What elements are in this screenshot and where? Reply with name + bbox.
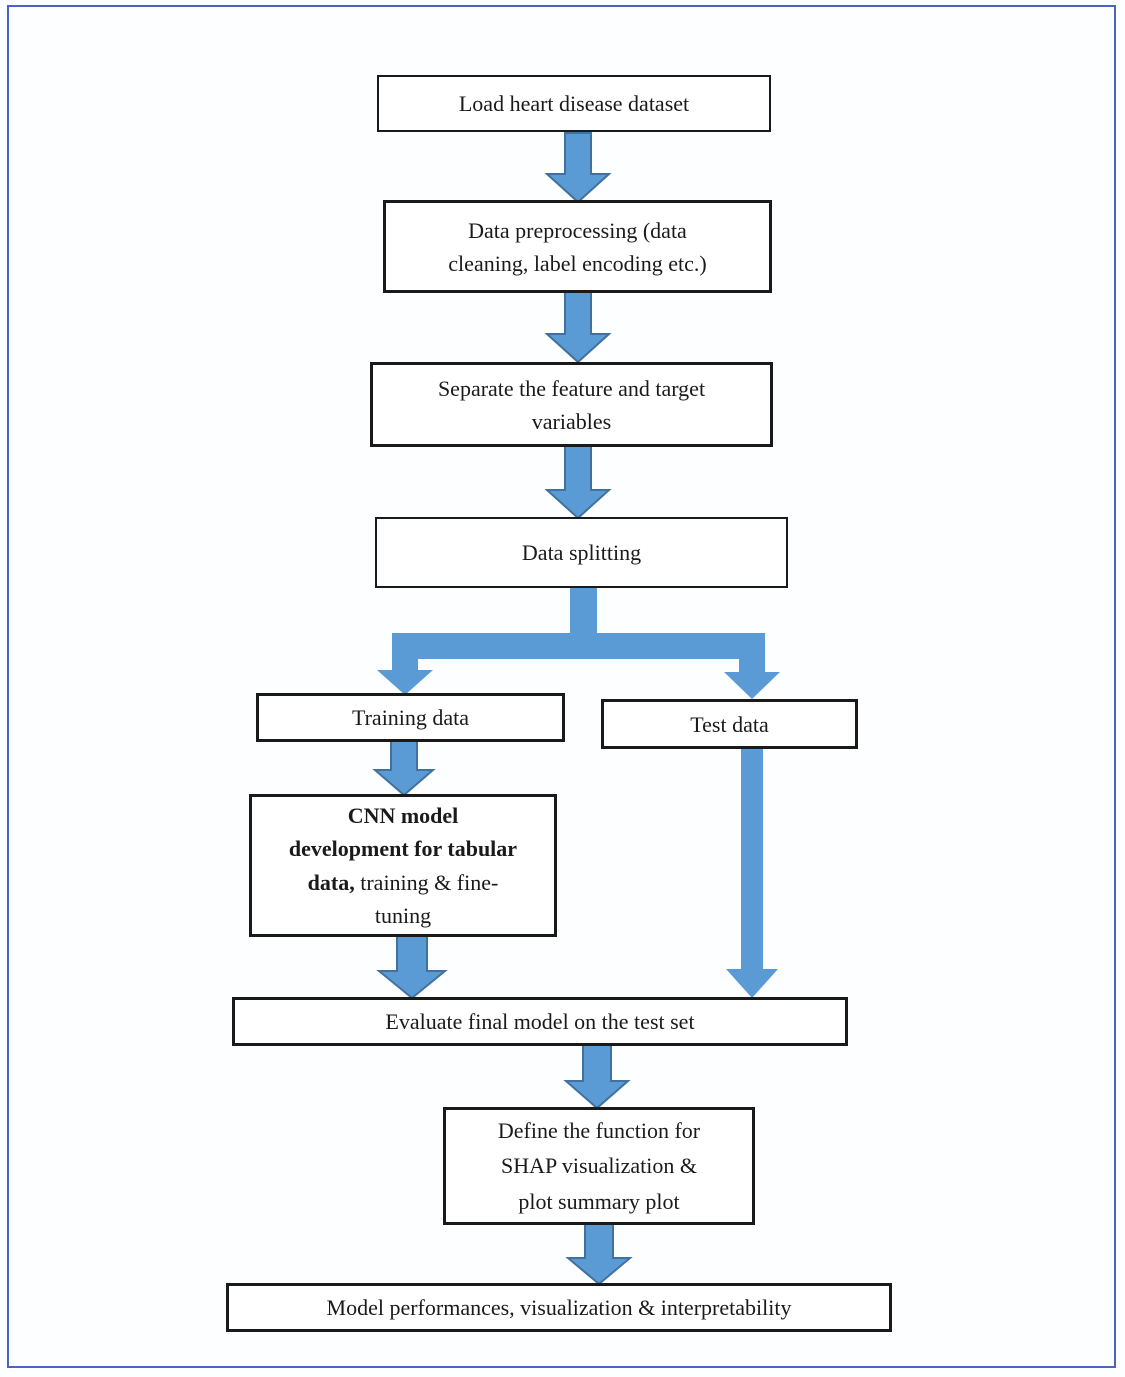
flowchart-node-data-preprocessing	[383, 200, 772, 293]
arrow-cnn-to-evaluate	[379, 936, 445, 998]
arrow-separate-to-splitting	[547, 446, 609, 518]
arrow-shap-to-performance	[568, 1224, 630, 1284]
flowchart-node-data-splitting	[375, 517, 788, 588]
node-label: Define the function for SHAP visualization & plot summary plot	[497, 1117, 701, 1214]
arrow-preprocessing-to-separate	[547, 291, 609, 362]
flowchart-node-separate-variables	[370, 362, 773, 447]
node-label: Separate the feature and target variables	[437, 375, 706, 434]
node-label: Evaluate final model on the test set	[385, 1009, 695, 1034]
arrow-training-to-cnn	[375, 741, 433, 795]
flowchart-node-test-data	[601, 699, 858, 749]
flowchart-node-evaluate-model	[232, 997, 848, 1046]
node-label: Test data	[690, 711, 769, 737]
flowchart-node-training-data	[256, 693, 565, 742]
arrow-load-to-preprocessing	[547, 133, 609, 202]
flowchart-node-load-dataset	[377, 75, 771, 132]
arrow-evaluate-to-shap	[566, 1045, 628, 1108]
node-label: CNN model development for tabular data, training & fine- tuning	[288, 802, 518, 928]
flowchart-node-cnn-model	[249, 794, 557, 937]
node-label: Model performances, visualization & interpretability	[326, 1295, 792, 1320]
node-label: Data splitting	[521, 540, 642, 565]
node-label: Training data	[351, 705, 470, 730]
node-label: Data preprocessing (data cleaning, label encoding etc.)	[448, 217, 707, 276]
flowchart-node-shap-visualization	[443, 1107, 755, 1225]
node-label: Load heart disease dataset	[458, 91, 690, 116]
flowchart-node-model-performance	[226, 1283, 892, 1332]
arrow-splitting-branch	[377, 586, 780, 699]
arrow-test-to-evaluate	[726, 748, 778, 998]
